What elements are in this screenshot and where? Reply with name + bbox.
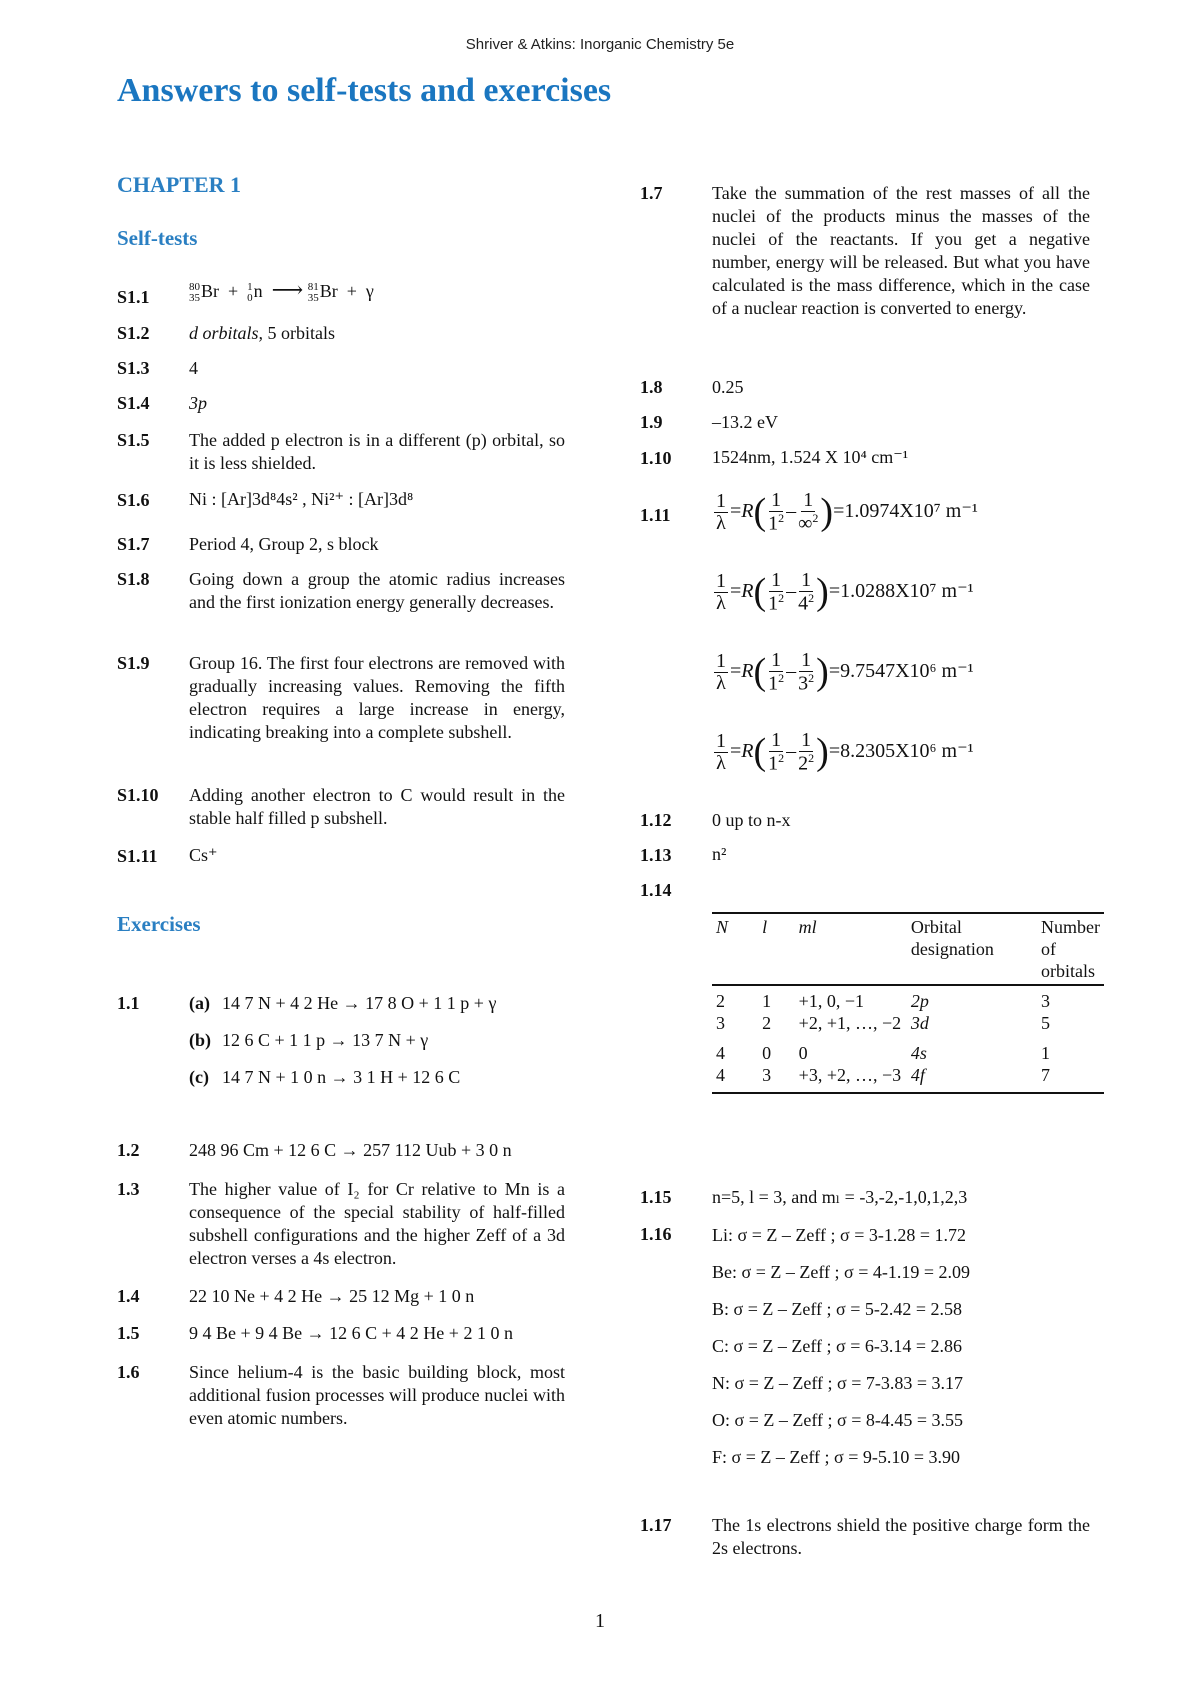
ex-1-10-answer: 1524nm, 1.524 X 10⁴ cm⁻¹ bbox=[712, 447, 909, 467]
ex-1-1b-equation: 12 6 C + 1 1 p → 13 7 N + γ bbox=[222, 1030, 429, 1050]
ex-1-4-equation: 22 10 Ne + 4 2 He → 25 12 Mg + 1 0 n bbox=[189, 1286, 475, 1306]
table-cell: 3 bbox=[1041, 991, 1051, 1011]
s1-10-answer: Adding another electron to C would result in the stable half filled p subshell. bbox=[189, 785, 565, 828]
denominator bbox=[798, 672, 814, 695]
table-cell: 1 bbox=[762, 991, 772, 1011]
paren: ( bbox=[753, 650, 767, 693]
page-title: Answers to self-tests and exercises bbox=[117, 72, 612, 109]
lambda-symbol: λ bbox=[716, 671, 726, 694]
shielding-line: N: σ = Z – Zeff ; σ = 7-3.83 = 3.17 bbox=[712, 1373, 963, 1393]
ex-1-1a-label: (a) bbox=[189, 993, 210, 1013]
equals-sign: = bbox=[828, 579, 841, 602]
lambda-fraction bbox=[714, 571, 728, 614]
ex-1-5-equation: 9 4 Be + 9 4 Be → 12 6 C + 4 2 He + 2 1 0 n bbox=[189, 1323, 513, 1343]
ex-1-7-answer: Take the summation of the rest masses of all the nuclei of the products minus the masses of the nuclei of the reactants. If you get a negative number, energy will be released. But what you have calculated is the mass difference, which in the case of a nuclear reaction is converted to energy. bbox=[712, 183, 1090, 318]
s1-5-number: S1.5 bbox=[117, 430, 150, 450]
lambda-symbol: λ bbox=[716, 591, 726, 614]
equals-sign: = bbox=[828, 739, 841, 762]
shielding-line: C: σ = Z – Zeff ; σ = 6-3.14 = 2.86 bbox=[712, 1336, 963, 1356]
s1-8-answer: Going down a group the atomic radius increases and the first ionization energy generally decreases. bbox=[189, 569, 565, 612]
ex-1-5-number: 1.5 bbox=[117, 1323, 140, 1343]
s1-9-number: S1.9 bbox=[117, 653, 150, 673]
quantum-numbers-table bbox=[712, 912, 1104, 1094]
numerator: 1 bbox=[716, 569, 726, 592]
ex-1-15-answer: n=5, l = 3, and mₗ = -3,-2,-1,0,1,2,3 bbox=[712, 1187, 968, 1207]
selftests-heading: Self-tests bbox=[117, 226, 198, 250]
table-cell: 5 bbox=[1041, 1013, 1051, 1033]
numerator: 1 bbox=[771, 489, 782, 511]
fraction bbox=[768, 730, 784, 775]
denominator bbox=[768, 672, 784, 695]
denominator bbox=[798, 752, 814, 775]
ex-1-17-number: 1.17 bbox=[640, 1515, 672, 1535]
table-header-orbital: Orbital designation bbox=[907, 913, 1037, 985]
ex-1-16-number: 1.16 bbox=[640, 1224, 672, 1244]
ex-1-11-number: 1.11 bbox=[640, 505, 671, 525]
rydberg-equation bbox=[712, 570, 974, 615]
denominator bbox=[768, 512, 784, 535]
exponent: 2 bbox=[778, 591, 785, 605]
s1-10-number: S1.10 bbox=[117, 785, 159, 805]
s1-4-answer: 3p bbox=[189, 393, 207, 413]
result-value: 1.0288X10⁷ m⁻¹ bbox=[840, 579, 974, 602]
table-row bbox=[712, 985, 1104, 1012]
ex-1-7-number: 1.7 bbox=[640, 183, 663, 203]
numerator: 1 bbox=[716, 489, 726, 512]
shielding-line: Li: σ = Z – Zeff ; σ = 3-1.28 = 1.72 bbox=[712, 1225, 966, 1245]
lambda-fraction bbox=[714, 491, 728, 534]
chapter-heading: CHAPTER 1 bbox=[117, 172, 242, 197]
rydberg-constant: R bbox=[741, 499, 754, 522]
ex-1-13-answer: n² bbox=[712, 844, 727, 864]
table-cell: 2p bbox=[910, 991, 929, 1011]
result-value: 9.7547X10⁶ m⁻¹ bbox=[840, 659, 974, 682]
minus-sign: – bbox=[786, 579, 797, 602]
equals-sign: = bbox=[730, 739, 742, 762]
paren: ) bbox=[816, 650, 829, 693]
ex-1-17-answer: The 1s electrons shield the positive charge form the 2s electrons. bbox=[712, 1515, 1090, 1558]
ex-1-8-number: 1.8 bbox=[640, 377, 663, 397]
n2-value: ∞ bbox=[798, 512, 813, 535]
ex-1-6-answer: Since helium-4 is the basic building block, most additional fusion processes will produce nuclei with even atomic numbers. bbox=[189, 1362, 565, 1428]
ex-1-8-answer: 0.25 bbox=[712, 377, 744, 397]
ex-1-1a-equation: 14 7 N + 4 2 He → 17 8 O + 1 1 p + γ bbox=[222, 993, 497, 1013]
table-row bbox=[712, 1012, 1104, 1034]
s1-2-number: S1.2 bbox=[117, 323, 150, 343]
table-cell: 3d bbox=[910, 1013, 929, 1033]
exponent: 2 bbox=[778, 751, 785, 765]
equals-sign: = bbox=[730, 579, 742, 602]
n1-value: 1 bbox=[768, 672, 779, 695]
s1-3-answer: 4 bbox=[189, 358, 198, 378]
s1-1-number: S1.1 bbox=[117, 287, 150, 307]
table-cell: 2 bbox=[716, 991, 725, 1011]
fraction bbox=[798, 490, 818, 535]
minus-sign: – bbox=[786, 739, 797, 762]
table-cell: +1, 0, −1 bbox=[798, 991, 864, 1011]
rydberg-equation bbox=[712, 490, 978, 535]
result-value: 8.2305X10⁶ m⁻¹ bbox=[840, 739, 974, 762]
table-cell: 7 bbox=[1037, 1064, 1104, 1093]
lambda-fraction bbox=[714, 651, 728, 694]
exponent: 2 bbox=[778, 671, 785, 685]
rydberg-equation bbox=[712, 730, 974, 775]
s1-6-answer: Ni : [Ar]3d⁸4s² , Ni²⁺ : [Ar]3d⁸ bbox=[189, 489, 414, 509]
table-header-ml: ml bbox=[795, 913, 907, 985]
lambda-symbol: λ bbox=[716, 751, 726, 774]
numerator: 1 bbox=[801, 569, 812, 591]
shielding-line: B: σ = Z – Zeff ; σ = 5-2.42 = 2.58 bbox=[712, 1299, 963, 1319]
ex-1-9-answer: –13.2 eV bbox=[712, 412, 778, 432]
n1-value: 1 bbox=[768, 752, 779, 775]
rydberg-constant: R bbox=[741, 579, 754, 602]
s1-3-number: S1.3 bbox=[117, 358, 150, 378]
table-header-count: Number of orbitals bbox=[1037, 913, 1104, 985]
paren: ( bbox=[753, 490, 767, 533]
n2-value: 4 bbox=[798, 592, 809, 615]
equals-sign: = bbox=[730, 659, 742, 682]
lambda-fraction bbox=[714, 731, 728, 774]
running-header: Shriver & Atkins: Inorganic Chemistry 5e bbox=[465, 36, 735, 53]
table-row bbox=[712, 1064, 1104, 1093]
rydberg-constant: R bbox=[741, 659, 754, 682]
table-row bbox=[712, 1034, 1104, 1064]
s1-6-number: S1.6 bbox=[117, 490, 150, 510]
s1-1-equation: 80 35 Br + 1 0 n ⟶ 81 35 Br + γ bbox=[189, 277, 374, 304]
denominator bbox=[768, 592, 784, 615]
ex-1-2-equation: 248 96 Cm + 12 6 C → 257 112 Uub + 3 0 n bbox=[189, 1140, 512, 1160]
paren: ) bbox=[816, 570, 829, 613]
s1-4-number: S1.4 bbox=[117, 393, 150, 413]
s1-7-answer: Period 4, Group 2, s block bbox=[189, 534, 379, 554]
s1-7-number: S1.7 bbox=[117, 534, 150, 554]
numerator: 1 bbox=[803, 489, 814, 511]
paren: ) bbox=[816, 730, 829, 773]
table-cell: 3 bbox=[758, 1064, 795, 1093]
table-cell: +2, +1, …, −2 bbox=[798, 1013, 902, 1033]
shielding-line: O: σ = Z – Zeff ; σ = 8-4.45 = 3.55 bbox=[712, 1410, 963, 1430]
table-header-l: l bbox=[758, 913, 795, 985]
table-cell: 2 bbox=[762, 1013, 772, 1033]
ex-1-2-number: 1.2 bbox=[117, 1140, 140, 1160]
ex-1-14-number: 1.14 bbox=[640, 880, 672, 900]
table-cell: 4s bbox=[910, 1043, 927, 1063]
exercises-heading: Exercises bbox=[117, 912, 201, 936]
minus-sign: – bbox=[786, 499, 797, 522]
table-cell: 0 bbox=[762, 1043, 772, 1063]
fraction bbox=[768, 650, 784, 695]
ex-1-6-number: 1.6 bbox=[117, 1362, 140, 1382]
table-cell: +3, +2, …, −3 bbox=[795, 1064, 907, 1093]
shielding-line: Be: σ = Z – Zeff ; σ = 4-1.19 = 2.09 bbox=[712, 1262, 970, 1282]
table-header-n: N bbox=[712, 913, 758, 985]
ex-1-1-number: 1.1 bbox=[117, 993, 140, 1013]
s1-8-number: S1.8 bbox=[117, 569, 150, 589]
ex-1-3-number: 1.3 bbox=[117, 1179, 140, 1199]
numerator: 1 bbox=[771, 569, 782, 591]
exponent: 2 bbox=[808, 751, 815, 765]
exponent: 2 bbox=[812, 511, 819, 525]
exponent: 2 bbox=[808, 671, 815, 685]
ex-1-15-number: 1.15 bbox=[640, 1187, 672, 1207]
ex-1-13-number: 1.13 bbox=[640, 845, 672, 865]
n1-value: 1 bbox=[768, 592, 779, 615]
fraction bbox=[798, 730, 814, 775]
equals-sign: = bbox=[730, 499, 742, 522]
paren: ( bbox=[753, 570, 767, 613]
numerator: 1 bbox=[801, 649, 812, 671]
numerator: 1 bbox=[801, 729, 812, 751]
fraction bbox=[798, 570, 814, 615]
s1-5-answer: The added p electron is in a different (p) orbital, so it is less shielded. bbox=[189, 430, 565, 473]
denominator bbox=[798, 512, 818, 535]
ex-1-1c-equation: 14 7 N + 1 0 n → 3 1 H + 12 6 C bbox=[222, 1067, 461, 1087]
fraction bbox=[768, 490, 784, 535]
lambda-symbol: λ bbox=[716, 511, 726, 534]
numerator: 1 bbox=[716, 649, 726, 672]
ex-1-1b-label: (b) bbox=[189, 1030, 211, 1050]
exponent: 2 bbox=[778, 511, 785, 525]
table-cell: 1 bbox=[1041, 1043, 1051, 1063]
shielding-line: F: σ = Z – Zeff ; σ = 9-5.10 = 3.90 bbox=[712, 1447, 961, 1467]
fraction bbox=[798, 650, 814, 695]
n2-value: 3 bbox=[798, 672, 809, 695]
denominator bbox=[768, 752, 784, 775]
n1-value: 1 bbox=[768, 512, 779, 535]
exponent: 2 bbox=[808, 591, 815, 605]
n2-value: 2 bbox=[798, 752, 809, 775]
rydberg-equation bbox=[712, 650, 974, 695]
fraction bbox=[768, 570, 784, 615]
ex-1-3-answer: The higher value of I₂ for Cr relative to Mn is a consequence of the special stability of half-filled subshell configurations and the higher Zeff of a 3d electron verses a 4s electron. bbox=[189, 1179, 565, 1268]
table-cell: 4 bbox=[712, 1064, 758, 1093]
s1-11-answer: Cs⁺ bbox=[189, 845, 218, 865]
minus-sign: – bbox=[786, 659, 797, 682]
ex-1-12-answer: 0 up to n-x bbox=[712, 810, 791, 830]
page-number: 1 bbox=[595, 1610, 605, 1632]
table-cell: 4 bbox=[716, 1043, 725, 1063]
equals-sign: = bbox=[833, 499, 845, 522]
numerator: 1 bbox=[716, 729, 726, 752]
ex-1-9-number: 1.9 bbox=[640, 412, 663, 432]
rydberg-constant: R bbox=[741, 739, 754, 762]
ex-1-1c-label: (c) bbox=[189, 1067, 209, 1087]
equals-sign: = bbox=[828, 659, 841, 682]
paren: ) bbox=[820, 490, 834, 533]
numerator: 1 bbox=[771, 729, 782, 751]
numerator: 1 bbox=[771, 649, 782, 671]
s1-11-number: S1.11 bbox=[117, 846, 158, 866]
result-value: 1.0974X10⁷ m⁻¹ bbox=[844, 499, 978, 522]
ex-1-12-number: 1.12 bbox=[640, 810, 672, 830]
table-cell: 0 bbox=[798, 1043, 808, 1063]
s1-2-answer: d orbitals, 5 orbitals bbox=[189, 323, 336, 343]
table-cell: 3 bbox=[716, 1013, 725, 1033]
denominator bbox=[798, 592, 814, 615]
ex-1-4-number: 1.4 bbox=[117, 1286, 140, 1306]
paren: ( bbox=[753, 730, 767, 773]
ex-1-10-number: 1.10 bbox=[640, 448, 672, 468]
table-cell: 4f bbox=[907, 1064, 1037, 1093]
s1-9-answer: Group 16. The first four electrons are removed with gradually increasing values. Removing the fifth electron requires a large increase in energy, indicating breaking into a complete subshell. bbox=[189, 653, 565, 742]
